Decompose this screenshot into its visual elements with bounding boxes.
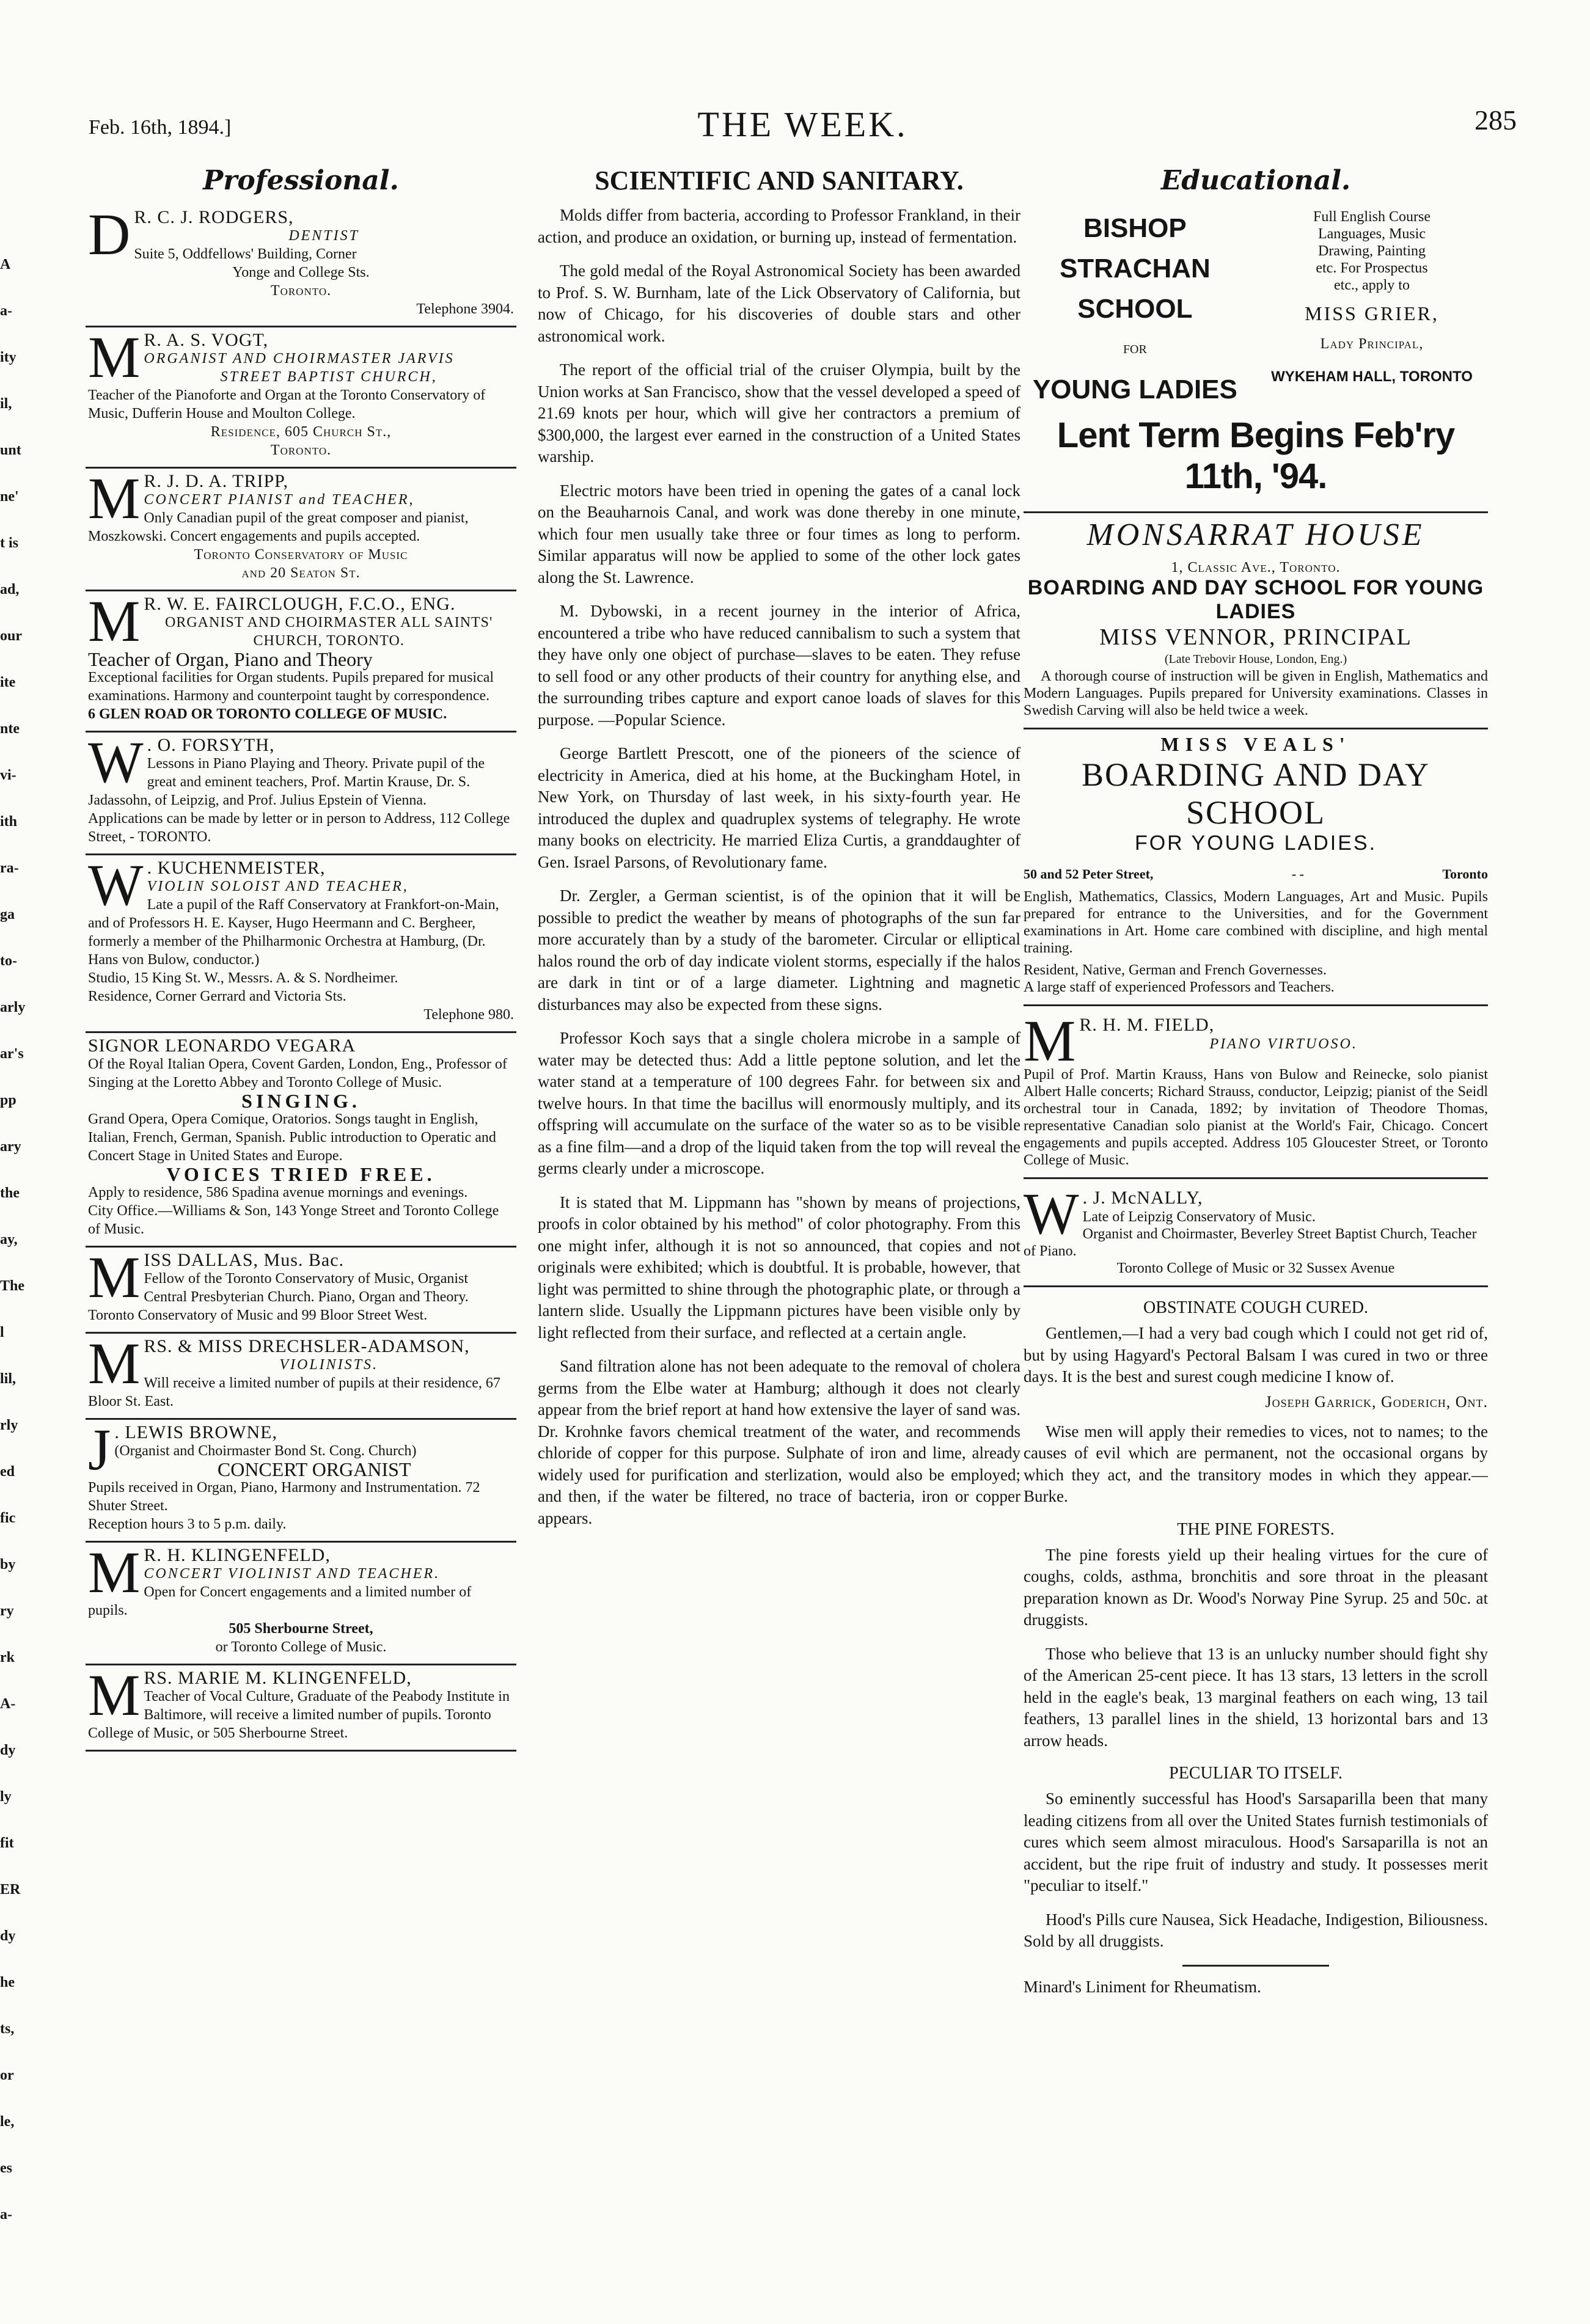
edge-fragment: dy [0,1928,16,1944]
article-paragraph: M. Dybowski, in a recent journey in the interior of Africa, encountered a tribe who have reduced cannibalism to such a system that they have only one object of purchase—slaves to be eaten. They refuse to sell food or any other products of their country for anything else, and the surrounding tribes capture and export canoe loads of slaves for this purpose. —Popular Science. [538,602,1020,729]
mcnally-text-1: Late of Leipzig Conservatory of Music. [1082,1209,1316,1225]
professional-card [86,1540,516,1665]
edge-fragment: by [0,1557,16,1573]
bishop-lady-principal: Lady Principal, [1320,336,1424,352]
dropcap: W [88,729,144,795]
card-line: CONCERT VIOLINIST AND TEACHER. [144,1566,441,1582]
card-line: Exceptional facilities for Organ students. Pupils prepared for musical examinations. Harmony and counterpoint taught by correspondence. [88,670,494,704]
edge-fragment: ity [0,349,16,365]
card-line: Lessons in Piano Playing and Theory. Private pupil of the great and eminent teachers, Prof. Martin Krause, Dr. S. Jadassohn, of Leipzig, and Prof. Julius Epstein of Vienna. [88,756,485,808]
edge-fragment: ra- [0,860,19,876]
dropcap: M [88,324,141,390]
card-line: Yonge and College Sts. [232,265,370,280]
dropcap: M [88,1331,141,1396]
article-paragraph: George Bartlett Prescott, one of the pioneers of the science of electricity in America, died at his home, at the Buckingham Hotel, in New York, on Thursday of last week, in his sixty-fourth year. He introduced the duplex and quadruplex systems of telegraphy. He wrote many books on electricity. He married Eliza Curtis, a granddaughter of Gen. Israel Parsons, of Revolutionary fame. [538,744,1020,871]
educational-column [1024,165,1488,2309]
edge-fragment: The [0,1278,25,1294]
cough-title: OBSTINATE COUGH CURED. [1143,1298,1368,1317]
mcnally-text-2: Organist and Choirmaster, Beverley Street Baptist Church, Teacher of Piano. [1024,1226,1477,1259]
edge-fragment: ay, [0,1232,18,1248]
card-name: . LEWIS BROWNE, [114,1422,277,1442]
card-line: (Organist and Choirmaster Bond St. Cong. Church) [114,1443,417,1459]
edge-fragment: ER [0,1882,21,1898]
card-line: 505 Sherbourne Street, [229,1621,373,1637]
dropcap: M [88,1662,141,1728]
card-line: Late a pupil of the Raff Conservatory at Frankfort-on-Main, and of Professors H. E. Kayser, Hugo Heermann and C. Bergheer, formerly a member of the Philharmonic Orchestra at Hamburg, (Dr. Hans von Bulow, conductor.) [88,897,499,968]
page-header [89,104,1517,159]
edge-fragment: vi- [0,767,16,783]
card-line: Telephone 980. [423,1007,514,1023]
edge-fragment: rly [0,1417,18,1433]
bishop-strachan-ad [1024,205,1488,513]
article-paragraph: Electric motors have been tried in opening the gates of a canal lock on the Beauharnois Canal, and work was done thereby in one minute, which four men usually take three or four times as long to perform. Similar apparatus will now be applied to some of the other lock gates along the St. Lawrence. [538,481,1020,586]
card-line: and 20 Seaton St. [241,565,361,581]
mcnally-text-3: Toronto College of Music or 32 Sussex Avenue [1116,1260,1395,1276]
edge-fragment: ar's [0,1046,24,1062]
card-line: Apply to residence, 586 Spadina avenue mornings and evenings. [88,1185,468,1200]
veals-boarding: BOARDING AND DAY SCHOOL [1081,756,1431,831]
article-paragraph: Professor Koch says that a single cholera microbe in a sample of water may be detected thus: Add a little peptone solution, and let the water stand at a temperature of 100 degrees Fahr. for between six and twelve hours. In that time the bacillus will enormously multiply, and its offspring will accumulate on the surface of the water so as to be visible as a fine film—and a drop of the liquid taken from the top will reveal the germs clearly under a microscope. [538,1029,1020,1177]
edge-fragment: le, [0,2114,15,2130]
edge-fragment: A- [0,1696,16,1712]
field-dropcap: M [1024,1008,1076,1073]
card-line: Studio, 15 King St. W., Messrs. A. & S. Nordheimer. [88,970,398,986]
professional-card [86,1033,516,1248]
mcnally-ad [1024,1179,1488,1287]
dropcap: M [88,588,141,654]
card-line: CONCERT PIANIST and TEACHER, [144,492,415,508]
mcnally-name: . J. McNALLY, [1082,1188,1203,1208]
article-paragraph: It is stated that M. Lippmann has "shown by means of projections, proofs in color obtained by his method" of color photography. From this one might infer, although it is not so announced, that copies and not originals were exhibited; which is doubtful. It is probable, however, that light was permitted to shine through the photographic plate, or through a lantern slide. Usually the Lippmann pictures have been visible only by light reflected from their surface, and reflected at a certain angle. [538,1193,1020,1342]
article-paragraph: Molds differ from bacteria, according to Professor Frankland, in their action, and produce an oxidation, or burning up, instead of fermentation. [538,206,1020,246]
dropcap: J [88,1417,111,1482]
card-name: RS. & MISS DRECHSLER-ADAMSON, [144,1336,470,1356]
veals-staff: A large staff of experienced Professors and Teachers. [1024,979,1335,995]
bishop-for: FOR [1123,343,1147,356]
edge-fragment: a- [0,303,12,319]
edge-fragment: to- [0,953,17,969]
educational-heading: Educational. [1160,165,1351,196]
card-line: Of the Royal Italian Opera, Covent Garden, London, Eng., Professor of Singing at the Loretto Abbey and Toronto College of Music. [88,1056,507,1091]
card-name: R. H. KLINGENFELD, [144,1545,331,1565]
professional-card [86,466,516,591]
professional-card [86,852,516,1033]
adjacent-page-edge [0,0,24,2324]
edge-fragment: our [0,628,22,644]
pine-text: The pine forests yield up their healing virtues for the cure of coughs, colds, asthma, bronchitis and sore throat in the pleasant preparation known as Dr. Wood's Norway Pine Syrup. 25 and 50c. at druggists. [1024,1545,1488,1629]
thirteen-text: Those who believe that 13 is an unlucky number should fight shy of the American 25-cent piece. It has 13 stars, 13 letters in the scroll held in the eagle's beak, 13 marginal feathers on each wing, 13 tail feathers, 13 parallel lines in the shield, 13 horizontal bars and 13 arrow heads. [1024,1644,1488,1750]
edge-fragment: l [0,1325,4,1340]
edge-fragment: es [0,2160,12,2176]
edge-fragment: ary [0,1139,21,1155]
card-name: R. J. D. A. TRIPP, [144,471,289,491]
bishop-line-1: BISHOP [1083,213,1187,243]
dropcap: M [88,1540,141,1605]
veals-governesses: Resident, Native, German and French Governesses. [1024,962,1327,978]
professional-card [86,1331,516,1420]
peculiar-title: PECULIAR TO ITSELF. [1169,1764,1343,1783]
minard-liniment-ad: Minard's Liniment for Rheumatism. [1024,1977,1261,1996]
cough-signature: Joseph Garrick, Goderich, Ont. [1265,1392,1488,1411]
edge-fragment: ite [0,674,16,690]
veals-title: MISS VEALS' [1160,733,1351,755]
card-line: STREET BAPTIST CHURCH, [220,369,438,385]
bishop-young-ladies: YOUNG LADIES [1032,375,1237,404]
veals-text: English, Mathematics, Classics, Modern Languages, Art and Music. Pupils prepared for entrance to the Universities, and for the Government examinations in Art. Home care combined with discipline, and high mental training. [1024,889,1488,956]
monsarrat-text: A thorough course of instruction will be given in English, Mathematics and Modern Languages. Pupils prepared for University examinations. Classes in Swedish Carving will also be held twice a week. [1024,668,1488,718]
professional-column [86,165,516,2309]
bishop-right-2: Languages, Music [1318,226,1426,242]
hoods-pills-text: Hood's Pills cure Nausea, Sick Headache, Indigestion, Biliousness. Sold by all druggists. [1024,1910,1488,1950]
article-paragraph: The gold medal of the Royal Astronomical Society has been awarded to Prof. S. W. Burnham, late of the Lick Observatory of California, but now of Chicago, for his discoveries of double stars and other astronomical work. [538,261,1020,345]
bishop-line-2: STRACHAN [1059,254,1211,283]
pine-title: THE PINE FORESTS. [1177,1519,1335,1539]
edge-fragment: or [0,2067,14,2083]
monsarrat-board: BOARDING AND DAY SCHOOL FOR YOUNG LADIES [1027,576,1484,623]
dropcap: D [88,202,131,267]
professional-card [86,588,516,733]
card-name: . O. FORSYTH, [147,735,275,755]
monsarrat-principal: MISS VENNOR, PRINCIPAL [1099,624,1412,650]
edge-fragment: rk [0,1650,15,1665]
professional-card [86,324,516,469]
edge-fragment: dy [0,1742,16,1758]
card-name: R. A. S. VOGT, [144,330,269,350]
article-paragraph: Sand filtration alone has not been adequate to the removal of cholera germs from the Elbe water at Hamburg; although it does not clearly appear from the brief report at hand how extensive the layer of sand was. Dr. Krohnke favors chemical treatment of the water, and recommends chloride of copper for this purpose. Sulphate of iron and lime, already widely used for purification and sterlization, would also be employed; and then, if the water be filtered, no trace of bacteria, iron or copper appears. [538,1357,1020,1527]
card-line: VIOLINISTS. [279,1357,379,1373]
edge-fragment: ly [0,1789,12,1805]
bishop-right-1: Full English Course [1313,209,1431,225]
edge-fragment: ith [0,814,18,830]
edge-fragment: ts, [0,2021,15,2037]
veals-city: Toronto [1442,866,1488,882]
edge-fragment: fic [0,1510,16,1526]
card-line: ORGANIST AND CHOIRMASTER JARVIS [144,351,455,367]
card-line: Will receive a limited number of pupils at their residence, 67 Bloor St. East. [88,1375,500,1409]
card-line: ORGANIST AND CHOIRMASTER ALL SAINTS' CHURCH, TORONTO. [164,615,493,649]
wise-men-text: Wise men will apply their remedies to vices, not to names; to the causes of evil which are permanent, not the occasional organs by which they act, and the transitory modes in which they appear.—Burke. [1024,1422,1488,1505]
veals-address-dashes: - - [1291,866,1304,882]
scientific-column [538,165,1020,2309]
mcnally-dropcap: W [1024,1181,1079,1246]
scientific-articles [538,205,1020,1529]
card-line: Toronto. [270,283,332,299]
editorial-notes [1024,1298,1488,1997]
page-number: 285 [1475,104,1517,136]
card-line: Teacher of Organ, Piano and Theory [88,648,373,670]
miss-veals-ad [1024,729,1488,1006]
field-text: Pupil of Prof. Martin Krauss, Hans von Bulow and Reinecke, solo pianist Albert Halle concerts; Richard Strauss, conductor, Leipzig; pianist of the Seidl orchestral tour in Canada, 1892; by invitation of Theodore Thomas, representative Canadian solo pianist at the World's Fair, Chicago. Concert engagements and pupils accepted. Address 105 Gloucester Street, or Toronto College of Music. [1024,1067,1488,1168]
professional-card [86,1662,516,1752]
edge-fragment: fit [0,1835,14,1851]
card-line: Telephone 3904. [416,301,514,317]
edge-fragment: ne' [0,489,19,505]
card-line: Suite 5, Oddfellows' Building, Corner [134,246,357,262]
card-line: Toronto Conservatory of Music [194,547,408,563]
professional-cards [86,202,516,1752]
monsarrat-title: MONSARRAT HOUSE [1086,517,1425,552]
card-line: SINGING. [241,1090,361,1112]
dropcap: M [88,1244,141,1310]
masthead-title: THE WEEK. [697,104,908,144]
edge-fragment: a- [0,2207,12,2223]
dropcap: W [88,852,144,918]
peculiar-text: So eminently successful has Hood's Sarsaparilla been that many leading citizens from all over the United States furnish testimonials of cures which seem almost miraculous. Hood's Sarsaparilla is not an accident, but the ripe fruit of industry and study. It possesses merit "peculiar to itself." [1024,1789,1488,1895]
monsarrat-address: 1, Classic Ave., Toronto. [1171,560,1341,576]
card-line: City Office.—Williams & Son, 143 Yonge Street and Toronto College of Music. [88,1203,499,1237]
card-name: ISS DALLAS, Mus. Bac. [144,1250,345,1270]
card-line: Fellow of the Toronto Conservatory of Music, Organist Central Presbyterian Church. Piano, Organ and Theory. Toronto Conservatory of Music and 99 Bloor Street West. [88,1271,469,1323]
bishop-wykeham: WYKEHAM HALL, TORONTO [1271,368,1473,385]
edge-fragment: A [0,257,11,272]
edge-fragment: ad, [0,582,20,597]
bishop-right-3: Drawing, Painting [1318,243,1426,259]
card-name: . KUCHENMEISTER, [147,858,326,878]
card-line: Applications can be made by letter or in person to Address, 112 College Street, - TORONTO. [88,811,510,845]
scientific-heading: SCIENTIFIC AND SANITARY. [595,166,964,195]
edge-fragment: il, [0,396,12,412]
bishop-line-3: SCHOOL [1077,294,1193,324]
edge-fragment: nte [0,721,20,737]
monsarrat-late: (Late Trebovir House, London, Eng.) [1164,652,1347,666]
card-line: Toronto. [270,442,332,458]
bishop-grier: MISS GRIER, [1305,302,1439,324]
card-line: Grand Opera, Opera Comique, Oratorios. Songs taught in English, Italian, French, German, Spanish. Public introduction to Operatic and Concert Stage in United States and Europe. [88,1111,496,1164]
card-line: Teacher of the Pianoforte and Organ at the Toronto Conservatory of Music, Dufferin House and Moulton College. [88,387,486,422]
field-title: PIANO VIRTUOSO. [1209,1036,1358,1052]
lent-term-banner: Lent Term Begins Feb'ry 11th, '94. [1057,415,1455,496]
article-paragraph: The report of the official trial of the cruiser Olympia, built by the Union works at San Francisco, show that the vessel developed a speed of 21.69 knots per hour, which will give her contractors a premium of $300,000, the largest ever earned in the construction of a United States warship. [538,360,1020,466]
professional-card [86,729,516,855]
edge-fragment: arly [0,999,26,1015]
card-line: Reception hours 3 to 5 p.m. daily. [88,1516,287,1532]
edge-fragment: he [0,1975,15,1990]
professional-card [86,1244,516,1334]
edge-fragment: lil, [0,1371,16,1387]
card-line: VOICES TRIED FREE. [166,1163,436,1185]
card-name: R. C. J. RODGERS, [134,207,294,227]
card-line: Residence, Corner Gerrard and Victoria Sts. [88,988,346,1004]
card-line: Residence, 605 Church St., [210,424,392,440]
card-name: SIGNOR LEONARDO VEGARA [88,1036,356,1056]
veals-address: 50 and 52 Peter Street, [1024,866,1154,882]
card-line: Open for Concert engagements and a limited number of pupils. [88,1584,472,1618]
edge-fragment: pp [0,1092,16,1108]
card-line: Only Canadian pupil of the great composer and pianist, Moszkowski. Concert engagements and pupils accepted. [88,510,469,544]
dropcap: M [88,466,141,531]
edge-fragment: t is [0,535,18,551]
monsarrat-house-ad [1024,513,1488,729]
edge-fragment: ga [0,907,15,923]
card-line: Teacher of Vocal Culture, Graduate of the Peabody Institute in Baltimore, will receive a limited number of pupils. Toronto College of Music, or 505 Sherbourne Street. [88,1689,510,1741]
issue-date: Feb. 16th, 1894.] [89,116,232,139]
bishop-right-4: etc. For Prospectus [1316,260,1428,276]
veals-for-young-ladies: FOR YOUNG LADIES. [1134,831,1377,855]
card-line: or Toronto College of Music. [215,1639,387,1655]
edge-fragment: the [0,1185,20,1201]
card-line: DENTIST [288,228,359,244]
cough-text: Gentlemen,—I had a very bad cough which I could not get rid of, but by using Hagyard's Pectoral Balsam I was cured in two or three days. It is the best and surest cough medicine I know of. [1024,1324,1488,1386]
field-name: R. H. M. FIELD, [1079,1015,1215,1035]
card-name: RS. MARIE M. KLINGENFELD, [144,1668,412,1688]
field-ad [1024,1006,1488,1179]
edge-fragment: ed [0,1464,15,1480]
card-line: CONCERT ORGANIST [217,1458,411,1480]
professional-card [86,1417,516,1543]
professional-heading: Professional. [203,165,399,196]
professional-card [86,202,516,327]
bishop-right-5: etc., apply to [1334,277,1410,293]
edge-fragment: unt [0,442,21,458]
card-name: R. W. E. FAIRCLOUGH, F.C.O., ENG. [144,594,456,614]
card-line: 6 GLEN ROAD OR TORONTO COLLEGE OF MUSIC. [88,706,447,722]
card-line: VIOLIN SOLOIST AND TEACHER, [147,879,409,894]
card-line: Pupils received in Organ, Piano, Harmony and Instrumentation. 72 Shuter Street. [88,1480,480,1514]
article-paragraph: Dr. Zergler, a German scientist, is of the opinion that it will be possible to predict the weather by means of photographs of the sun far more accurately than by a study of the barometer. Circular or elliptical halos round the orb of day indicate violent storms, especially if the halos are dark in tint or of a large diameter. Lightning and magnetic disturbances may also be expected from these signs. [538,886,1020,1014]
edge-fragment: ry [0,1603,14,1619]
